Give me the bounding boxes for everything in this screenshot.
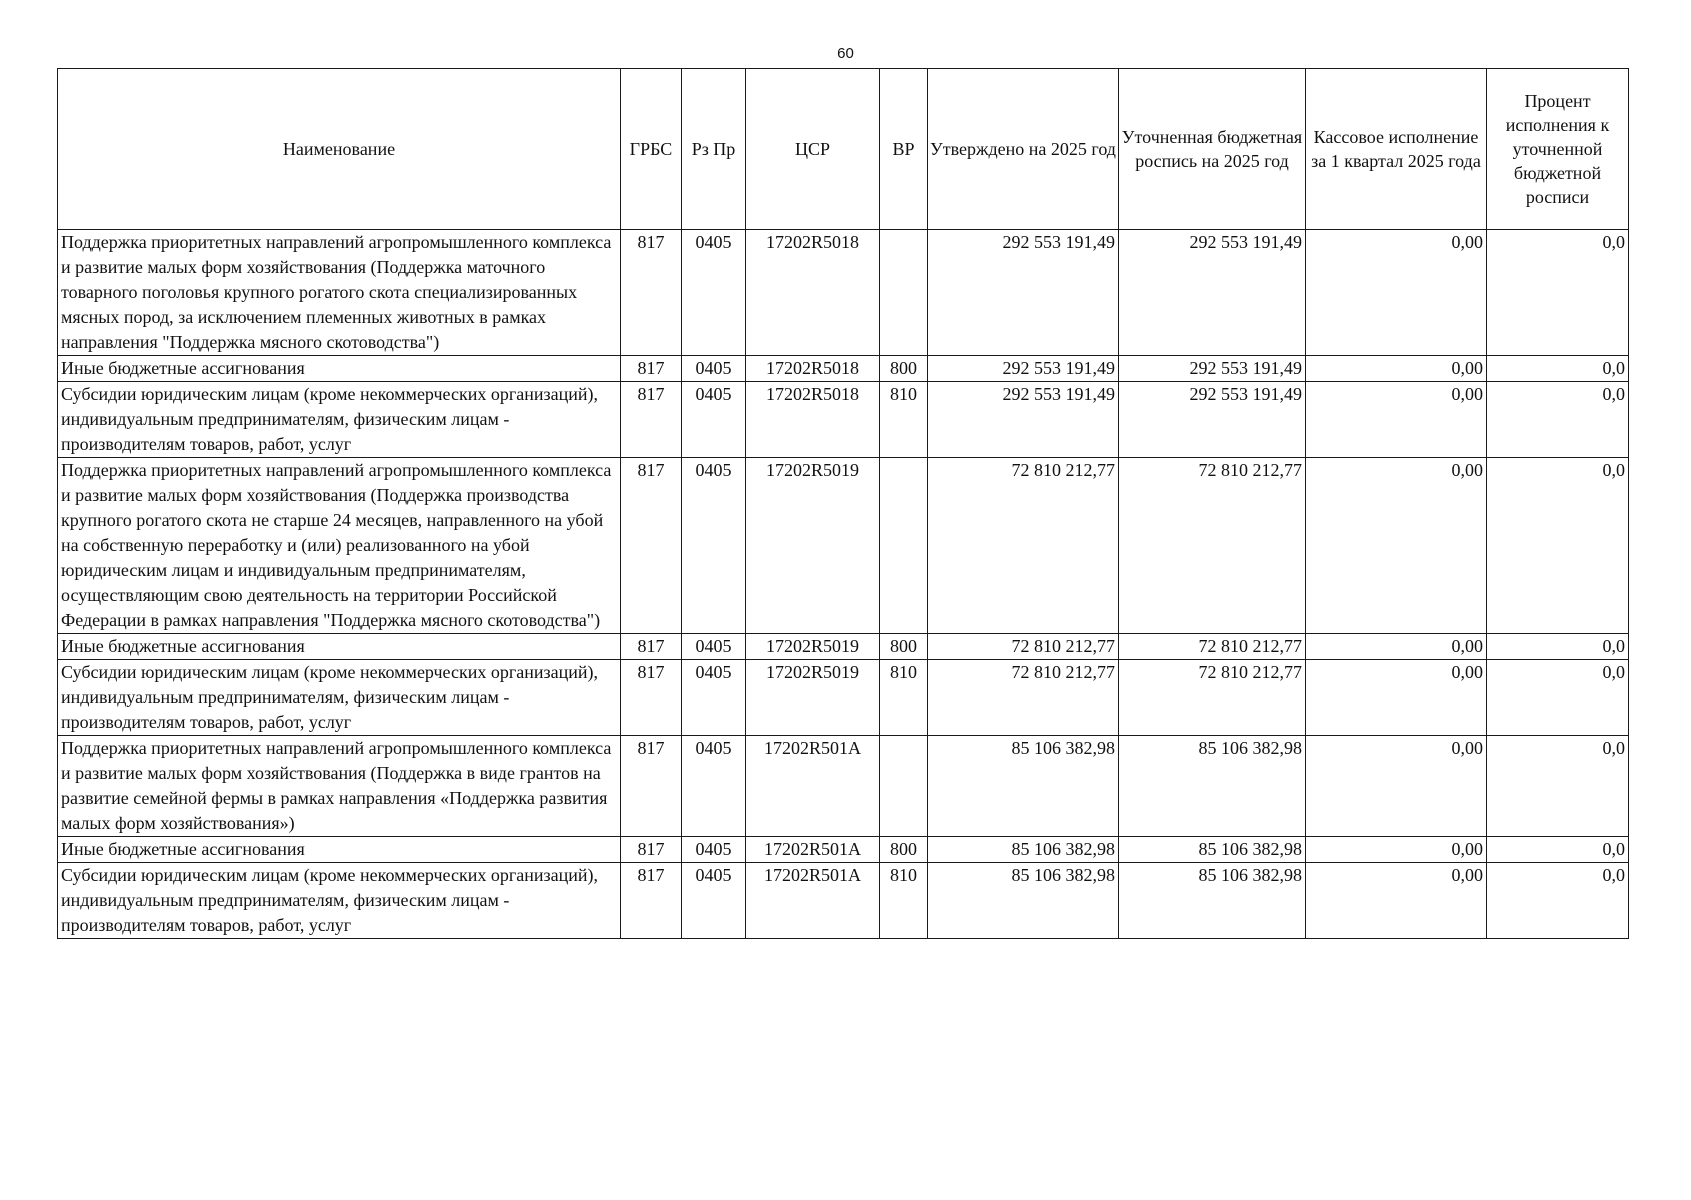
cell-vr (880, 736, 928, 837)
cell-refined: 72 810 212,77 (1119, 660, 1306, 736)
header-vr: ВР (880, 69, 928, 230)
cell-refined: 72 810 212,77 (1119, 458, 1306, 634)
table-row (58, 382, 1629, 458)
cell-refined: 85 106 382,98 (1119, 736, 1306, 837)
table-row (58, 837, 1629, 863)
cell-rzpr: 0405 (682, 736, 746, 837)
table-row (58, 736, 1629, 837)
cell-name: Поддержка приоритетных направлений агропромышленного комплекса и развитие малых форм хозяйствования (Поддержка маточного товарного поголовья крупного рогатого скота специализированных мясных пород, за исключением племенных животных в рамках направления "Поддержка мясного скотоводства") (58, 230, 621, 356)
page-number: 60 (837, 45, 854, 62)
cell-vr: 800 (880, 356, 928, 382)
cell-approved: 292 553 191,49 (928, 230, 1119, 356)
cell-csr: 17202R5019 (746, 660, 880, 736)
header-percent: Процент исполнения к уточненной бюджетной росписи (1487, 69, 1629, 230)
header-name: Наименование (58, 69, 621, 230)
cell-approved: 292 553 191,49 (928, 382, 1119, 458)
cell-grbs: 817 (621, 863, 682, 939)
cell-percent: 0,0 (1487, 660, 1629, 736)
cell-rzpr: 0405 (682, 660, 746, 736)
cell-name: Субсидии юридическим лицам (кроме некоммерческих организаций), индивидуальным предпринимателям, физическим лицам - производителям товаров, работ, услуг (58, 382, 621, 458)
header-row (58, 69, 1629, 230)
cell-name: Иные бюджетные ассигнования (58, 634, 621, 660)
cell-csr: 17202R501A (746, 736, 880, 837)
cell-grbs: 817 (621, 382, 682, 458)
header-csr: ЦСР (746, 69, 880, 230)
cell-csr: 17202R5019 (746, 458, 880, 634)
table-row (58, 458, 1629, 634)
cell-cash: 0,00 (1306, 382, 1487, 458)
cell-csr: 17202R501A (746, 863, 880, 939)
cell-refined: 292 553 191,49 (1119, 230, 1306, 356)
cell-percent: 0,0 (1487, 634, 1629, 660)
cell-vr: 800 (880, 634, 928, 660)
header-rzpr: Рз Пр (682, 69, 746, 230)
cell-cash: 0,00 (1306, 634, 1487, 660)
cell-approved: 72 810 212,77 (928, 458, 1119, 634)
cell-vr: 800 (880, 837, 928, 863)
cell-refined: 85 106 382,98 (1119, 837, 1306, 863)
cell-approved: 72 810 212,77 (928, 660, 1119, 736)
cell-percent: 0,0 (1487, 382, 1629, 458)
cell-percent: 0,0 (1487, 458, 1629, 634)
cell-vr (880, 230, 928, 356)
cell-approved: 292 553 191,49 (928, 356, 1119, 382)
cell-approved: 85 106 382,98 (928, 863, 1119, 939)
cell-refined: 292 553 191,49 (1119, 356, 1306, 382)
header-approved: Утверждено на 2025 год (928, 69, 1119, 230)
cell-grbs: 817 (621, 230, 682, 356)
cell-name: Субсидии юридическим лицам (кроме некоммерческих организаций), индивидуальным предпринимателям, физическим лицам - производителям товаров, работ, услуг (58, 660, 621, 736)
cell-cash: 0,00 (1306, 660, 1487, 736)
header-cash: Кассовое исполнение за 1 квартал 2025 года (1306, 69, 1487, 230)
table-row (58, 356, 1629, 382)
cell-name: Субсидии юридическим лицам (кроме некоммерческих организаций), индивидуальным предпринимателям, физическим лицам - производителям товаров, работ, услуг (58, 863, 621, 939)
cell-rzpr: 0405 (682, 382, 746, 458)
cell-cash: 0,00 (1306, 230, 1487, 356)
cell-rzpr: 0405 (682, 837, 746, 863)
cell-approved: 72 810 212,77 (928, 634, 1119, 660)
cell-refined: 72 810 212,77 (1119, 634, 1306, 660)
cell-rzpr: 0405 (682, 230, 746, 356)
cell-csr: 17202R5018 (746, 382, 880, 458)
cell-name: Поддержка приоритетных направлений агропромышленного комплекса и развитие малых форм хозяйствования (Поддержка в виде грантов на развитие семейной фермы в рамках направления «Поддержка развития малых форм хозяйствования») (58, 736, 621, 837)
cell-grbs: 817 (621, 356, 682, 382)
cell-rzpr: 0405 (682, 458, 746, 634)
table-row (58, 634, 1629, 660)
cell-refined: 85 106 382,98 (1119, 863, 1306, 939)
header-grbs: ГРБС (621, 69, 682, 230)
header-refined: Уточненная бюджетная роспись на 2025 год (1119, 69, 1306, 230)
table-row (58, 660, 1629, 736)
cell-percent: 0,0 (1487, 736, 1629, 837)
cell-rzpr: 0405 (682, 634, 746, 660)
cell-cash: 0,00 (1306, 863, 1487, 939)
table-row (58, 230, 1629, 356)
cell-percent: 0,0 (1487, 863, 1629, 939)
cell-rzpr: 0405 (682, 356, 746, 382)
cell-approved: 85 106 382,98 (928, 837, 1119, 863)
cell-vr: 810 (880, 660, 928, 736)
cell-grbs: 817 (621, 634, 682, 660)
cell-percent: 0,0 (1487, 837, 1629, 863)
cell-csr: 17202R5019 (746, 634, 880, 660)
cell-grbs: 817 (621, 660, 682, 736)
cell-percent: 0,0 (1487, 230, 1629, 356)
cell-csr: 17202R5018 (746, 356, 880, 382)
cell-cash: 0,00 (1306, 458, 1487, 634)
cell-cash: 0,00 (1306, 356, 1487, 382)
cell-name: Поддержка приоритетных направлений агропромышленного комплекса и развитие малых форм хозяйствования (Поддержка производства крупного рогатого скота не старше 24 месяцев, направленного на убой на собственную переработку и (или) реализованного на убой юридическим лицам и индивидуальным предпринимателям, осуществляющим свою деятельность на территории Российской Федерации в рамках направления "Поддержка мясного скотоводства") (58, 458, 621, 634)
table-row (58, 863, 1629, 939)
cell-grbs: 817 (621, 736, 682, 837)
budget-table (57, 68, 1629, 939)
cell-csr: 17202R5018 (746, 230, 880, 356)
cell-rzpr: 0405 (682, 863, 746, 939)
cell-csr: 17202R501A (746, 837, 880, 863)
cell-name: Иные бюджетные ассигнования (58, 837, 621, 863)
cell-vr: 810 (880, 382, 928, 458)
cell-cash: 0,00 (1306, 736, 1487, 837)
cell-approved: 85 106 382,98 (928, 736, 1119, 837)
cell-name: Иные бюджетные ассигнования (58, 356, 621, 382)
cell-vr: 810 (880, 863, 928, 939)
cell-refined: 292 553 191,49 (1119, 382, 1306, 458)
cell-percent: 0,0 (1487, 356, 1629, 382)
cell-cash: 0,00 (1306, 837, 1487, 863)
cell-grbs: 817 (621, 837, 682, 863)
cell-vr (880, 458, 928, 634)
cell-grbs: 817 (621, 458, 682, 634)
